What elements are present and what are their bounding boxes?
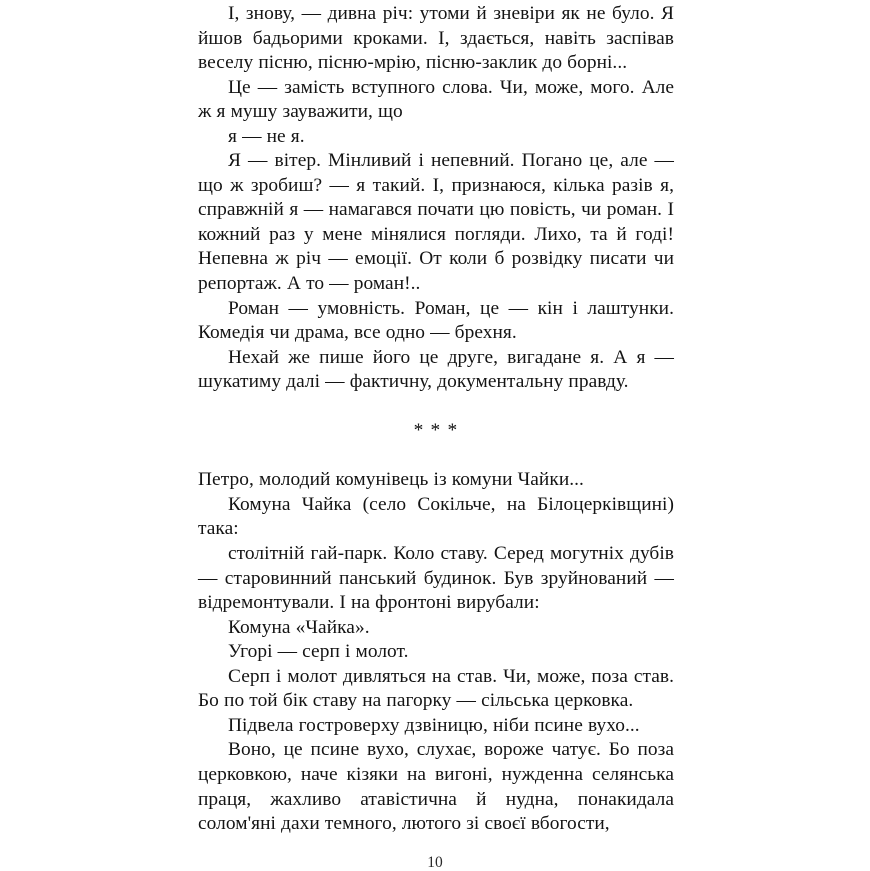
blank-line [198,444,674,469]
paragraph: Воно, це псине вухо, слухає, вороже чатує. Бо поза церковкою, наче кізяки на вигоні, нужденна селянська праця, жахливо атавістична й нудна, понакидала солом'яні дахи темного, лютого зі своєї вбогости, [198,739,674,835]
page-text-body [198,2,674,837]
paragraph: Нехай же пише його це друге, вигадане я. А я — шукатиму далі — фактичну, документальну правду. [198,346,674,393]
section-separator-asterisks: * * * [413,420,459,442]
paragraph: Комуна «Чайка». [228,616,370,638]
paragraph: столітній гай-парк. Коло ставу. Серед могутніх дубів — старовинний панський будинок. Був зруйнований — відремонтували. І на фронтоні вирубали: [198,543,674,614]
paragraph: Я — вітер. Мінливий і непевний. Погано це, але — що ж зробиш? — я такий. І, признаюся, кілька разів я, справжній я — намагався почати цю повість, чи роман. І кожний раз у мене мінялися погляди. Лихо, та й годі! Непевна ж річ — емоції. От коли б розвідку писати чи репортаж. А то — роман!.. [198,150,674,295]
blank-line [198,395,674,420]
paragraph: Угорі — серп і молот. [228,641,409,663]
paragraph: Петро, молодий комунівець із комуни Чайки... [198,469,584,491]
paragraph: я — не я. [228,125,305,147]
paragraph: Роман — умовність. Роман, це — кін і лаштунки. Комедія чи драма, все одно — брехня. [198,297,674,344]
paragraph: І, знову, — дивна річ: утоми й зневіри як не було. Я йшов бадьорими кроками. І, здається, навіть заспівав веселу пісню, пісню-мрію, пісню-заклик до борні... [198,3,674,74]
paragraph: Підвела гостроверху дзвіницю, ніби псине вухо... [228,714,640,736]
paragraph: Це — замість вступного слова. Чи, може, мого. Але ж я мушу зауважити, що [198,76,674,123]
page-number: 10 [427,854,443,871]
paragraph: Серп і молот дивляться на став. Чи, може, поза став. Бо по той бік ставу на пагорку — сільська церковка. [198,665,674,712]
paragraph: Комуна Чайка (село Сокільче, на Білоцерківщині) така: [198,493,674,540]
